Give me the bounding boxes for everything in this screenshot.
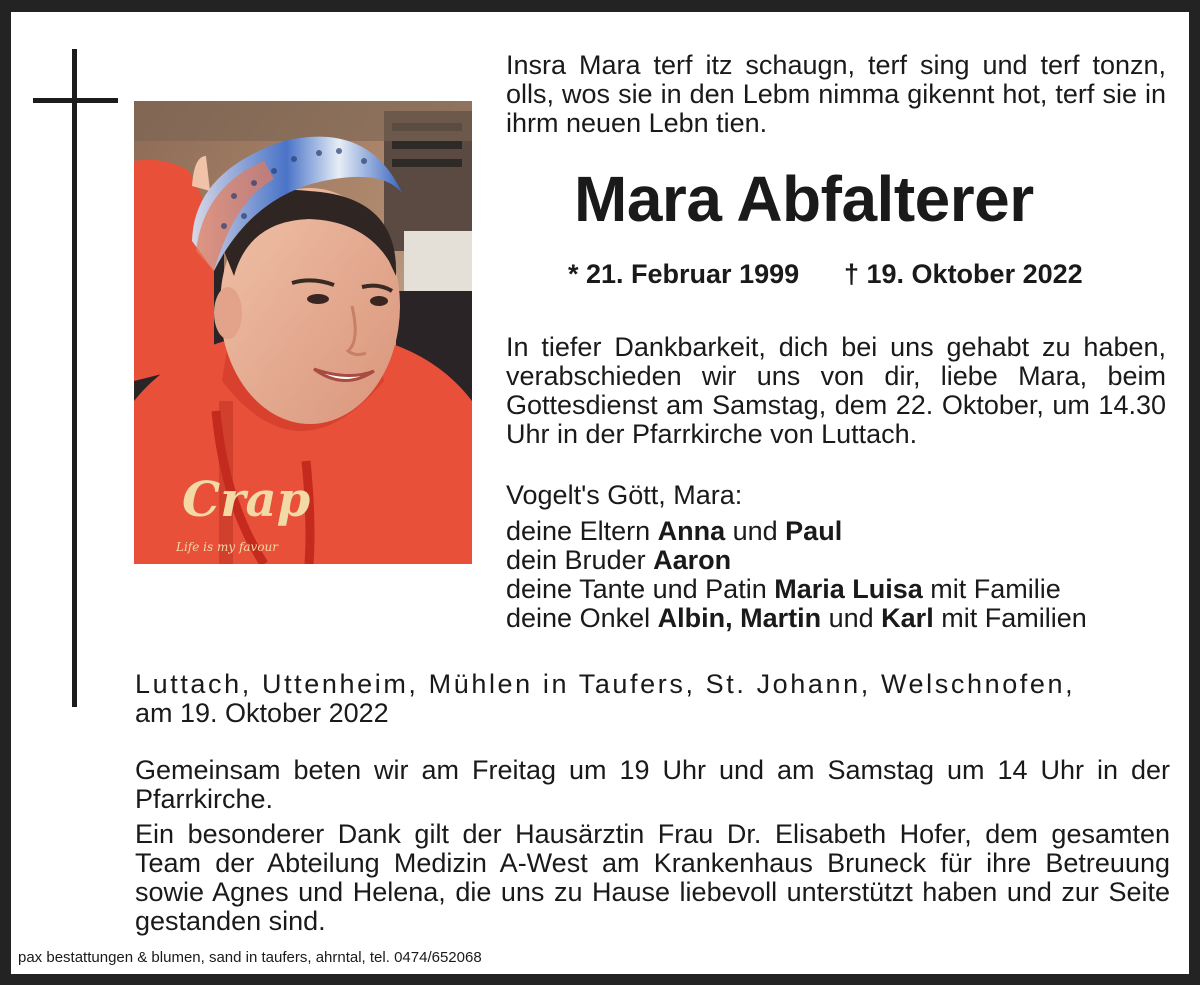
place-list: Luttach, Uttenheim, Mühlen in Taufers, St. Johann, Welschnofen, xyxy=(135,669,1076,699)
cross-horizontal-bar xyxy=(33,98,118,103)
death-date: † 19. Oktober 2022 xyxy=(844,259,1083,289)
mourner-line-uncles: deine Onkel Albin, Martin und Karl mit Familien xyxy=(506,603,1087,633)
cross-vertical-bar xyxy=(72,49,77,707)
prayer-times: Gemeinsam beten wir am Freitag um 19 Uhr und am Samstag um 14 Uhr in der Pfarrkirche. xyxy=(135,755,1170,814)
mourners-list xyxy=(506,517,1087,633)
thanks-note: Ein besonderer Dank gilt der Hausärztin Frau Dr. Elisabeth Hofer, dem gesamten Team der Abteilung Medizin A-West am Krankenhaus Bruneck für ihre Betreuung sowie Agnes und Helena, die uns zu Hause liebevoll unterstützt haben und zur Seite gestanden sind. xyxy=(135,819,1170,936)
farewell-greeting: Vogelt's Gött, Mara: xyxy=(506,480,743,510)
birth-date: * 21. Februar 1999 xyxy=(568,259,800,289)
memorial-quote: Insra Mara terf itz schaugn, terf sing und terf tonzn, olls, wos sie in den Lebm nimma gikennt hot, terf sie in ihrm neuen Lebn tien. xyxy=(506,50,1166,138)
mourner-line-brother: dein Bruder Aaron xyxy=(506,545,732,575)
hoodie-print-small: Life is my favour xyxy=(176,540,279,554)
mourner-line-aunt: deine Tante und Patin Maria Luisa mit Familie xyxy=(506,574,1061,604)
hoodie-print: Crap xyxy=(182,472,311,528)
portrait-photo xyxy=(134,101,472,564)
funeral-announcement: In tiefer Dankbarkeit, dich bei uns gehabt zu haben, verabschieden wir uns von dir, liebe Mara, beim Gottesdienst am Samstag, dem 22. Oktober, um 14.30 Uhr in der Pfarrkirche von Luttach. xyxy=(506,332,1166,449)
notice-date: am 19. Oktober 2022 xyxy=(135,698,389,728)
mourner-line-parents: deine Eltern Anna und Paul xyxy=(506,516,843,546)
undertaker-credit: pax bestattungen & blumen, sand in taufers, ahrntal, tel. 0474/652068 xyxy=(18,949,482,966)
deceased-name: Mara Abfalterer xyxy=(574,163,1034,235)
